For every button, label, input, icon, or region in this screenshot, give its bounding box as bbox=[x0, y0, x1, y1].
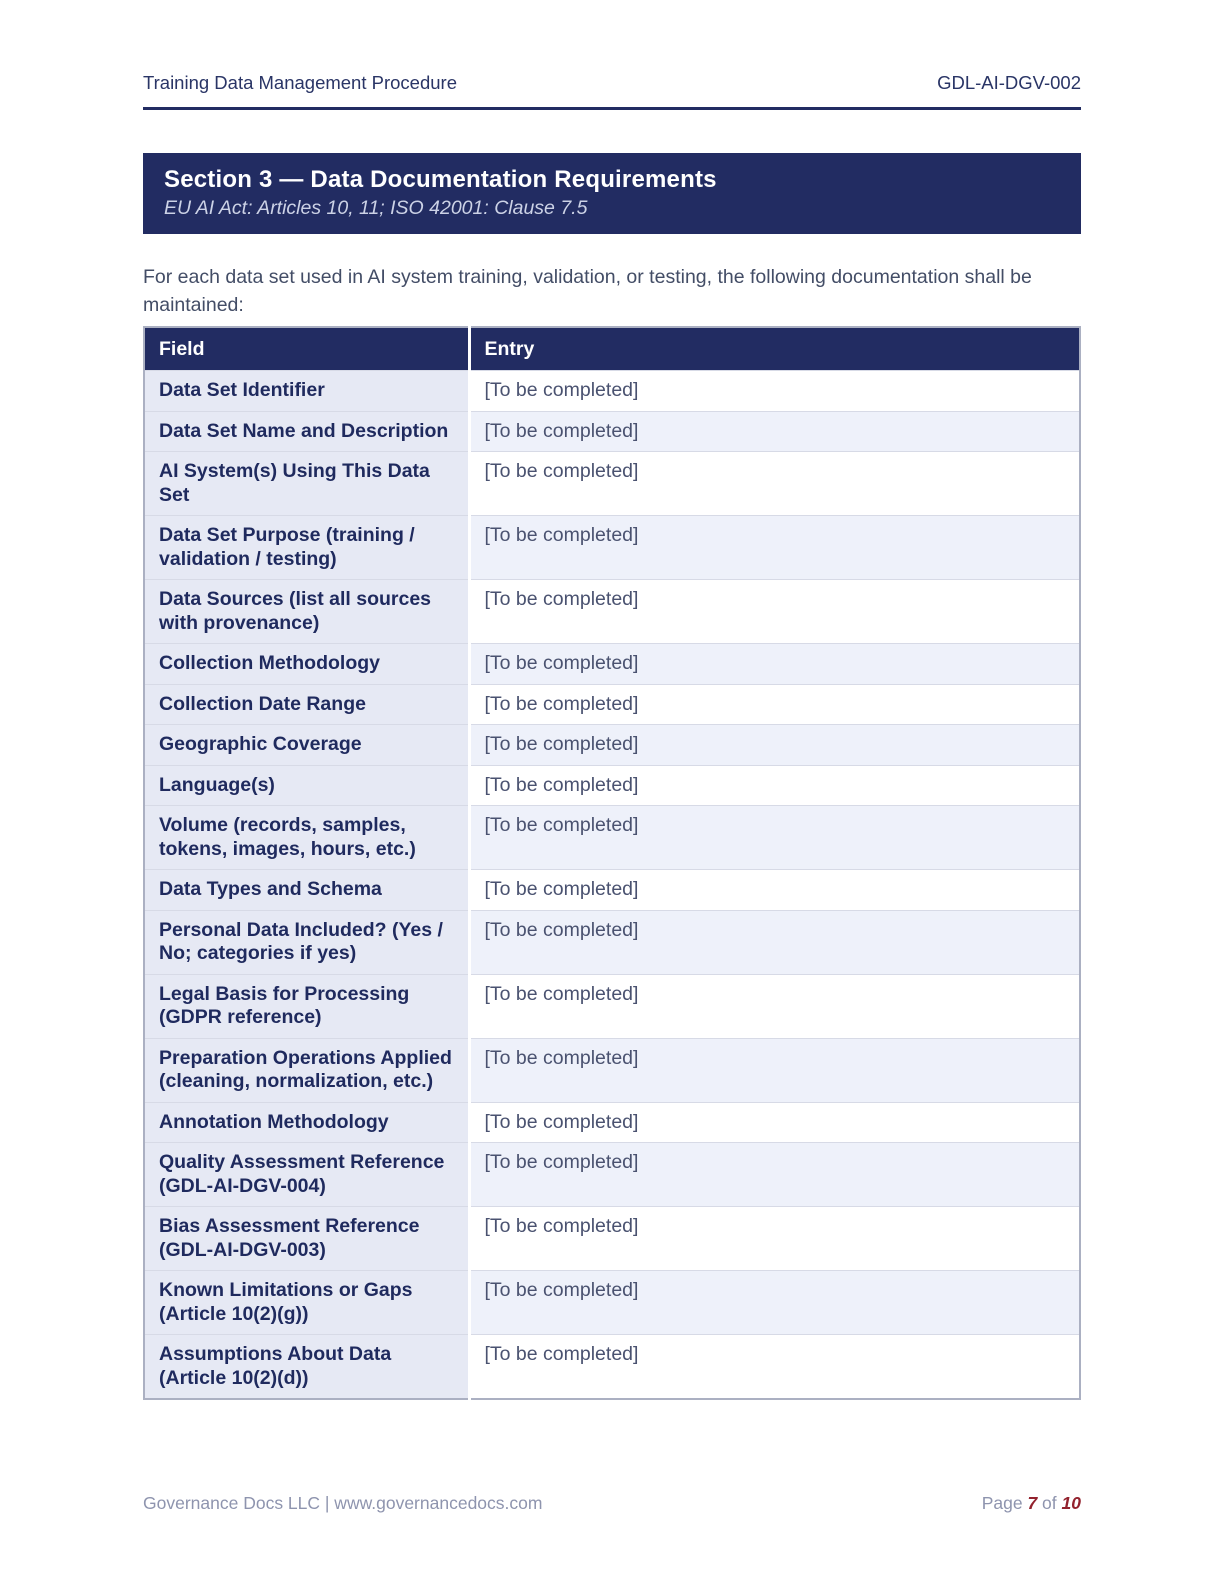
entry-cell: [To be completed] bbox=[469, 580, 1080, 644]
section-subtitle: EU AI Act: Articles 10, 11; ISO 42001: Clause 7.5 bbox=[164, 197, 588, 219]
footer-page-indicator bbox=[982, 1493, 1081, 1514]
field-cell: Quality Assessment Reference (GDL-AI-DGV-004) bbox=[144, 1143, 469, 1207]
entry-cell: [To be completed] bbox=[469, 870, 1080, 911]
table-row bbox=[144, 644, 1080, 685]
field-cell: Known Limitations or Gaps (Article 10(2)(g)) bbox=[144, 1271, 469, 1335]
field-cell: Annotation Methodology bbox=[144, 1102, 469, 1143]
field-cell: Geographic Coverage bbox=[144, 725, 469, 766]
field-cell: Data Set Name and Description bbox=[144, 411, 469, 452]
entry-cell: [To be completed] bbox=[469, 411, 1080, 452]
entry-cell: [To be completed] bbox=[469, 1271, 1080, 1335]
field-cell: Personal Data Included? (Yes / No; categories if yes) bbox=[144, 910, 469, 974]
entry-cell: [To be completed] bbox=[469, 765, 1080, 806]
entry-cell: [To be completed] bbox=[469, 725, 1080, 766]
field-cell: Data Set Purpose (training / validation / testing) bbox=[144, 516, 469, 580]
table-row bbox=[144, 516, 1080, 580]
table-row bbox=[144, 765, 1080, 806]
table-row bbox=[144, 974, 1080, 1038]
table-row bbox=[144, 1335, 1080, 1400]
table-row bbox=[144, 580, 1080, 644]
table-row bbox=[144, 1143, 1080, 1207]
entry-cell: [To be completed] bbox=[469, 974, 1080, 1038]
table-row bbox=[144, 870, 1080, 911]
field-cell: Assumptions About Data (Article 10(2)(d)) bbox=[144, 1335, 469, 1400]
entry-cell: [To be completed] bbox=[469, 1335, 1080, 1400]
entry-cell: [To be completed] bbox=[469, 516, 1080, 580]
field-cell: Preparation Operations Applied (cleaning, normalization, etc.) bbox=[144, 1038, 469, 1102]
running-footer bbox=[143, 1493, 1081, 1514]
table-body bbox=[144, 371, 1080, 1400]
entry-cell: [To be completed] bbox=[469, 910, 1080, 974]
column-header-field: Field bbox=[144, 327, 469, 371]
table-row bbox=[144, 452, 1080, 516]
document-title: Training Data Management Procedure bbox=[143, 72, 457, 93]
document-id: GDL-AI-DGV-002 bbox=[937, 72, 1081, 93]
table-row bbox=[144, 684, 1080, 725]
field-cell: Data Sources (list all sources with provenance) bbox=[144, 580, 469, 644]
table-row bbox=[144, 1038, 1080, 1102]
page-total: 10 bbox=[1061, 1493, 1081, 1513]
entry-cell: [To be completed] bbox=[469, 371, 1080, 412]
column-header-entry: Entry bbox=[469, 327, 1080, 371]
of-label: of bbox=[1042, 1493, 1057, 1513]
table-row bbox=[144, 725, 1080, 766]
entry-cell: [To be completed] bbox=[469, 1038, 1080, 1102]
table-header bbox=[144, 327, 1080, 371]
documentation-table bbox=[143, 326, 1081, 1400]
entry-cell: [To be completed] bbox=[469, 1207, 1080, 1271]
table-header-row bbox=[144, 327, 1080, 371]
entry-cell: [To be completed] bbox=[469, 644, 1080, 685]
page-number: 7 bbox=[1027, 1493, 1038, 1513]
table-row bbox=[144, 1207, 1080, 1271]
field-cell: Legal Basis for Processing (GDPR reference) bbox=[144, 974, 469, 1038]
running-header bbox=[143, 0, 1081, 110]
entry-cell: [To be completed] bbox=[469, 452, 1080, 516]
page-label: Page bbox=[981, 1493, 1023, 1513]
table-row bbox=[144, 806, 1080, 870]
entry-cell: [To be completed] bbox=[469, 806, 1080, 870]
entry-cell: [To be completed] bbox=[469, 1102, 1080, 1143]
field-cell: Language(s) bbox=[144, 765, 469, 806]
field-cell: Collection Methodology bbox=[144, 644, 469, 685]
section-title: Section 3 — Data Documentation Requirements bbox=[164, 166, 717, 193]
table-row bbox=[144, 910, 1080, 974]
entry-cell: [To be completed] bbox=[469, 1143, 1080, 1207]
field-cell: Data Types and Schema bbox=[144, 870, 469, 911]
field-cell: Collection Date Range bbox=[144, 684, 469, 725]
section-banner bbox=[143, 153, 1081, 234]
footer-company-line: Governance Docs LLC | www.governancedocs.com bbox=[143, 1493, 543, 1513]
entry-cell: [To be completed] bbox=[469, 684, 1080, 725]
table-row bbox=[144, 1271, 1080, 1335]
intro-paragraph: For each data set used in AI system training, validation, or testing, the following documentation shall be maintained: bbox=[143, 266, 1032, 316]
table-row bbox=[144, 1102, 1080, 1143]
table-row bbox=[144, 371, 1080, 412]
field-cell: Data Set Identifier bbox=[144, 371, 469, 412]
field-cell: Volume (records, samples, tokens, images, hours, etc.) bbox=[144, 806, 469, 870]
field-cell: Bias Assessment Reference (GDL-AI-DGV-003) bbox=[144, 1207, 469, 1271]
table-row bbox=[144, 411, 1080, 452]
field-cell: AI System(s) Using This Data Set bbox=[144, 452, 469, 516]
page-content bbox=[143, 0, 1081, 1400]
